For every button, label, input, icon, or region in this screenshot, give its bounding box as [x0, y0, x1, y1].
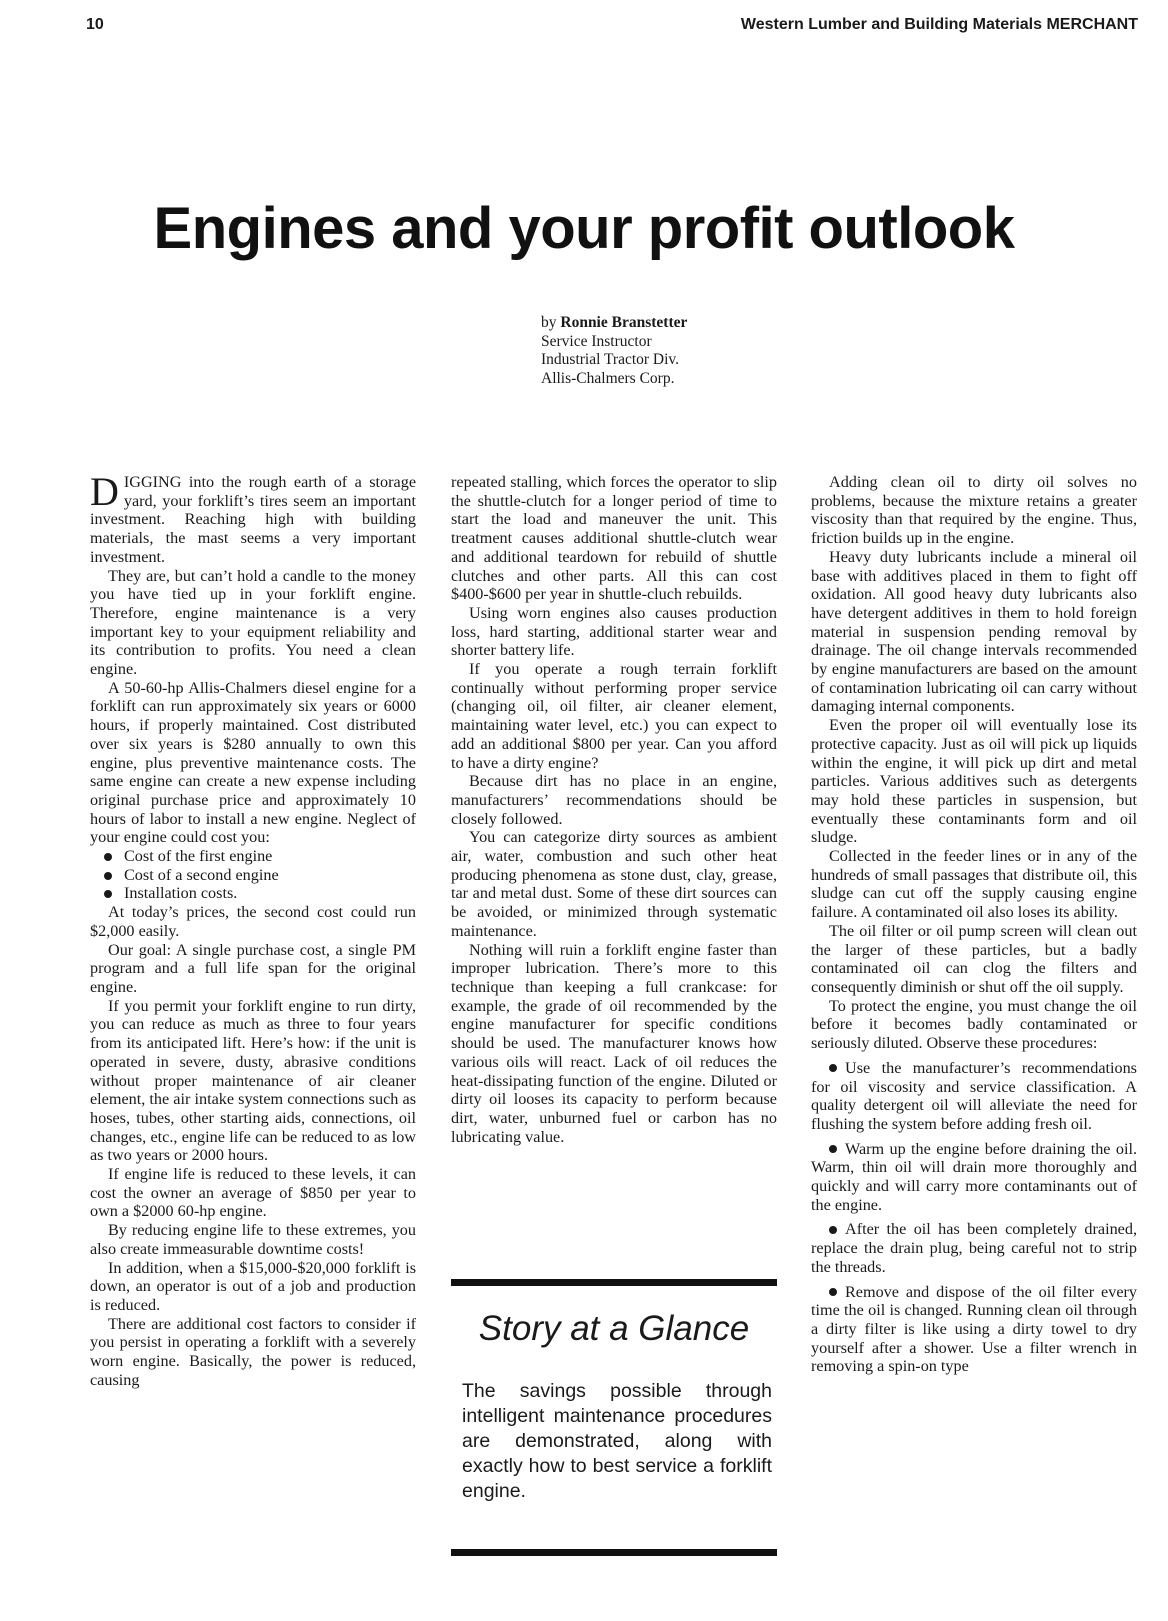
- paragraph-text: IGGING into the rough earth of a storage yard, your forklift’s tires seem an important investment. Reaching high with building materials, the mast seems a very important investment.: [90, 473, 416, 566]
- paragraph: In addition, when a $15,000-$20,000 forklift is down, an operator is out of a job and production is reduced.: [90, 1258, 416, 1314]
- page-number: 10: [86, 16, 104, 33]
- procedure-item: [811, 1220, 1137, 1276]
- byline-title: Service Instructor: [541, 332, 652, 350]
- paragraph: Our goal: A single purchase cost, a single PM program and a full life span for the original engine.: [90, 940, 416, 996]
- paragraph: Because dirt has no place in an engine, manufacturers’ recommendations should be closely followed.: [451, 772, 777, 828]
- article-title: Engines and your profit outlook: [153, 196, 1015, 261]
- byline: [541, 314, 861, 388]
- paragraph: [90, 469, 416, 567]
- paragraph: A 50-60-hp Allis-Chalmers diesel engine for a forklift can run approximately six years or 6000 hours, if properly maintained. Cost distributed over six years is $280 annually to own this engine, plus preventive maintenance costs. The same engine can create a new expense including original purchase price and approximately 10 hours of labor to install a new engine. Neglect of your engine could cost you:: [90, 678, 416, 847]
- paragraph: There are additional cost factors to consider if you persist in operating a forklift with a severely worn engine. Basically, the power is reduced, causing: [90, 1314, 416, 1389]
- paragraph: To protect the engine, you must change the oil before it becomes badly contaminated or seriously diluted. Observe these procedures:: [811, 996, 1137, 1053]
- bullet-icon: [829, 1288, 837, 1296]
- sidebar-text: The savings possible through intelligent maintenance procedures are demonstrated, along with exactly how to best service a forklift engine.: [462, 1380, 772, 1502]
- paragraph: Adding clean oil to dirty oil solves no problems, because the mixture retains a greater viscosity than that required by the engine. Thus, friction builds up in the engine.: [811, 473, 1137, 548]
- paragraph: Heavy duty lubricants include a mineral oil base with additives placed in them to fight off oxidation. All good heavy duty lubricants also have detergent additives in them to hold foreign material in suspension pending removal by drainage. The oil change intervals recommended by engine manufacturers are based on the amount of contamination lubricating oil can carry without damaging internal components.: [811, 547, 1137, 716]
- paragraph: You can categorize dirty sources as ambient air, water, combustion and such other heat producing phenomena as stone dust, clay, grease, tar and metal dust. Some of these dirt sources can be avoided, or minimized through systematic maintenance.: [451, 828, 777, 940]
- paragraph: They are, but can’t hold a candle to the money you have tied up in your forklift engine. Therefore, engine maintenance is a very important key to your equipment reliability and its contribution to profits. You need a clean engine.: [90, 566, 416, 679]
- column-3: [811, 473, 1137, 1376]
- publication-name: Western Lumber and Building Materials MERCHANT: [740, 16, 1138, 33]
- drop-cap: D: [90, 469, 119, 514]
- column-2: [451, 473, 777, 1146]
- paragraph: If you operate a rough terrain forklift continually without performing proper service (changing oil, oil filter, air cleaner element, maintaining water level, etc.) you can expect to add an additional $800 per year. Can you afford to have a dirty engine?: [451, 660, 777, 772]
- paragraph: The oil filter or oil pump screen will clean out the larger of these particles, but a badly contaminated oil can clog the filters and consequently diminish or shut off the oil supply.: [811, 921, 1137, 996]
- list-item: Installation costs.: [102, 884, 416, 903]
- byline-company: Allis-Chalmers Corp.: [541, 369, 675, 387]
- paragraph: At today’s prices, the second cost could run $2,000 easily.: [90, 903, 416, 940]
- byline-division: Industrial Tractor Div.: [541, 351, 680, 368]
- bullet-icon: [829, 1226, 837, 1234]
- list-item: Cost of a second engine: [102, 866, 416, 885]
- byline-author: Ronnie Branstetter: [560, 314, 688, 331]
- byline-prefix: by: [541, 314, 557, 331]
- list-item: Cost of the first engine: [102, 847, 416, 866]
- paragraph: Using worn engines also causes production loss, hard starting, additional starter wear and shorter battery life.: [451, 603, 777, 660]
- paragraph: Collected in the feeder lines or in any of the hundreds of small passages that distribute oil, this sludge can cut off the supply causing engine failure. A contaminated oil also loses its ability.: [811, 847, 1137, 922]
- procedure-item: [811, 1140, 1137, 1215]
- sidebar-top-rule: [451, 1279, 777, 1286]
- paragraph: By reducing engine life to these extremes, you also create immeasurable downtime costs!: [90, 1221, 416, 1258]
- procedure-text: Use the manufacturer’s recommendations for oil viscosity and service classification. A quality detergent oil will alleviate the need for flushing the system before adding fresh oil.: [811, 1058, 1137, 1133]
- column-1: [90, 469, 416, 1389]
- procedure-text: After the oil has been completely drained, replace the drain plug, being careful not to strip the threads.: [811, 1220, 1137, 1276]
- sidebar-title: Story at a Glance: [478, 1309, 750, 1348]
- procedure-text: Remove and dispose of the oil filter every time the oil is changed. Running clean oil through a dirty filter is like using a dirty towel to dry yourself after a shower. Use a filter wrench in removing a spin-on type: [811, 1282, 1137, 1376]
- bullet-icon: [829, 1145, 837, 1153]
- procedure-item: [811, 1059, 1137, 1134]
- paragraph: Even the proper oil will eventually lose its protective capacity. Just as oil will pick up liquids within the engine, it will pick up dirt and metal particles. Various additives such as detergents may hold these particles in suspension, but eventually these contaminants form and oil sludge.: [811, 716, 1137, 847]
- bullet-icon: [829, 1064, 837, 1072]
- paragraph: Nothing will ruin a forklift engine faster than improper lubrication. There’s more to this technique than keeping a full crankcase: for example, the grade of oil recommended by the engine manufacturer for specific conditions should be used. The manufacturer knows how various oils will react. Lack of oil reduces the heat-dissipating function of the engine. Diluted or dirty oil looses its capacity to perform because dirt, water, unburned fuel or carbon has no lubricating value.: [451, 940, 777, 1146]
- cost-list: [90, 847, 416, 903]
- sidebar-bottom-rule: [451, 1549, 777, 1556]
- paragraph: If you permit your forklift engine to run dirty, you can reduce as much as three to four years from its anticipated lift. Here’s how: if the unit is operated in severe, dusty, abrasive conditions without proper maintenance of air cleaner element, the air intake system connections such as hoses, tubes, other starting aids, connections, oil changes, etc., engine life can be reduced to as low as two years or 2000 hours.: [90, 996, 416, 1165]
- paragraph: repeated stalling, which forces the operator to slip the shuttle-clutch for a longer period of time to start the load and maneuver the unit. This treatment causes additional shuttle-clutch wear and additional teardown for rebuild of shuttle clutches and other parts. All this can cost $400-$600 per year in shuttle-cluch rebuilds.: [451, 473, 777, 604]
- page-header: [86, 16, 1138, 40]
- paragraph: If engine life is reduced to these levels, it can cost the owner an average of $850 per year to own a $2000 60-hp engine.: [90, 1165, 416, 1221]
- procedure-text: Warm up the engine before draining the oil. Warm, thin oil will drain more thoroughly and quickly and will carry more contaminants out of the engine.: [811, 1139, 1137, 1214]
- procedure-item: [811, 1283, 1137, 1377]
